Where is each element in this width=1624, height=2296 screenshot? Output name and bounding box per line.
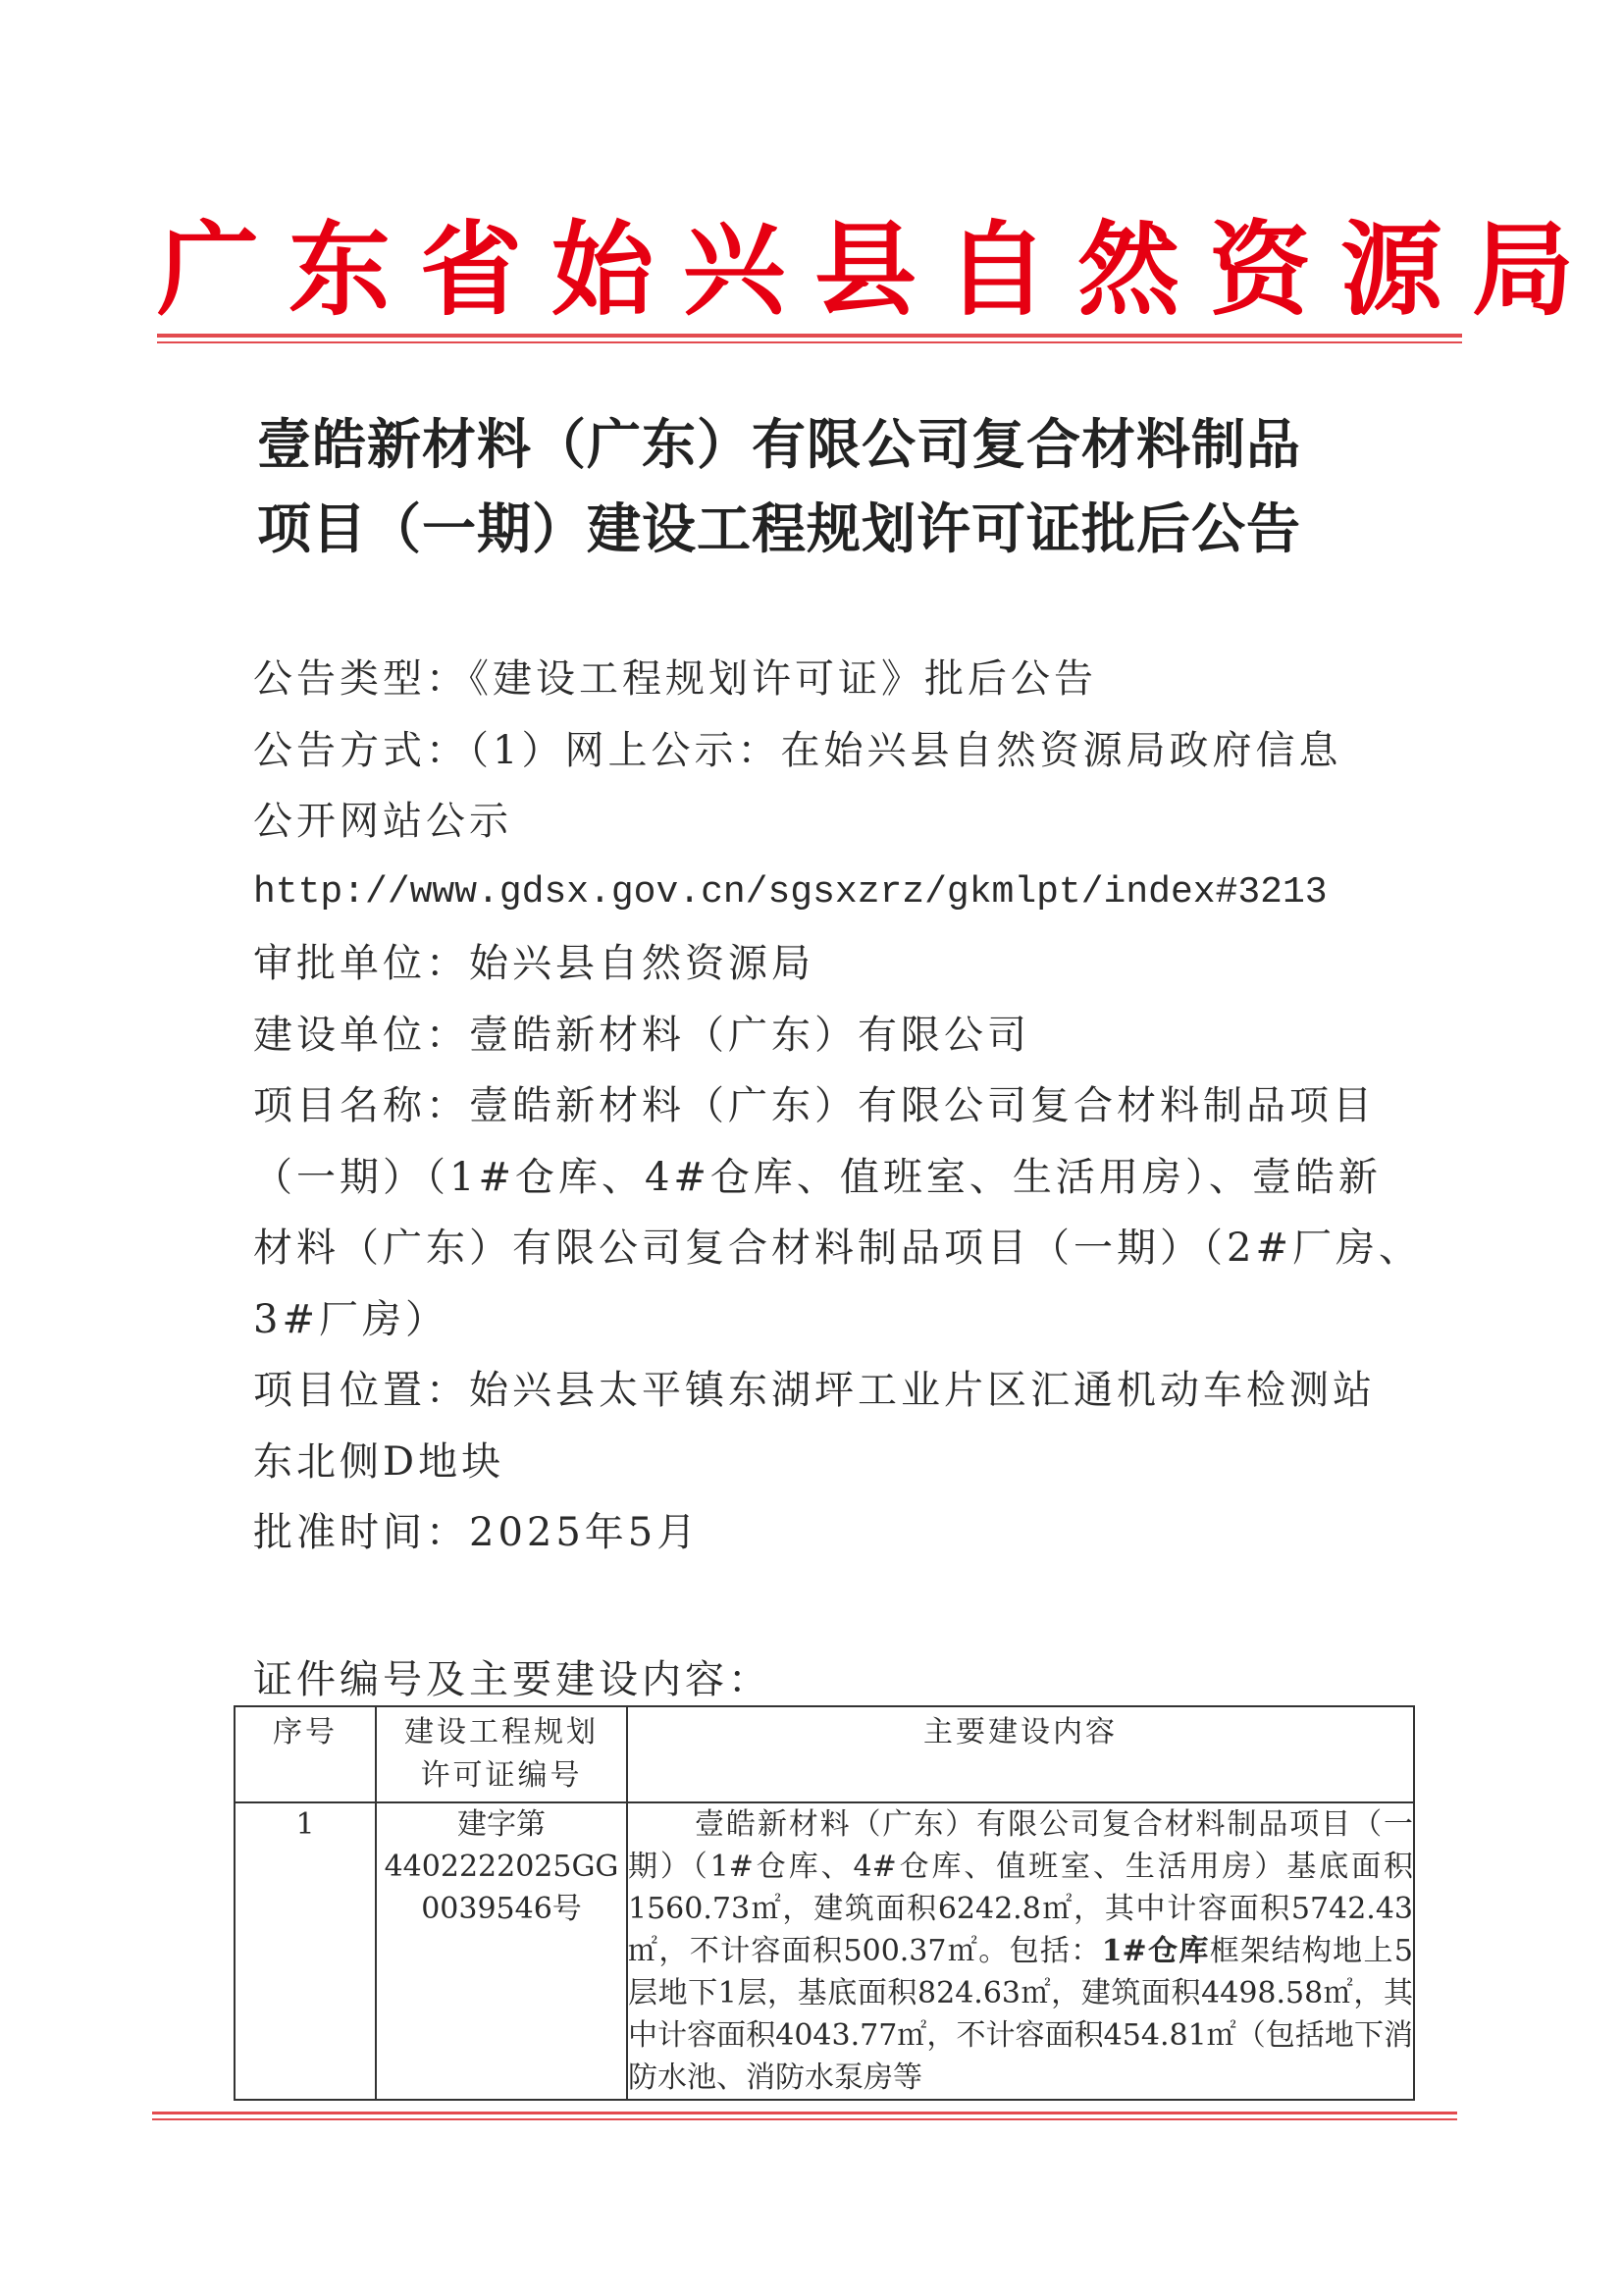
header-permit-no [376, 1706, 627, 1802]
content-part-1: 壹皓新材料（广东）有限公司复合材料制品项目（一期）（1#仓库、4#仓库、值班室、生活用房）基底面积1560.73㎡，建筑面积6242.8㎡，其中计容面积5742.43㎡，不计容面积500.37㎡。包括： [628, 1807, 1413, 1968]
masthead-rule-thick [157, 334, 1462, 338]
header-no: 序号 [235, 1706, 376, 1802]
header-permit-line-2: 许可证编号 [420, 1758, 583, 1793]
row-no: 1 [235, 1802, 376, 2100]
title-line-2: 项目（一期）建设工程规划许可证批后公告 [257, 497, 1302, 560]
row-content [627, 1802, 1414, 2100]
approval-unit: 审批单位：始兴县自然资源局 [253, 941, 814, 986]
footer-rule-thin [152, 2118, 1457, 2120]
permit-line-2: 4402222025GG [384, 1850, 619, 1884]
title-line-1: 壹皓新材料（广东）有限公司复合材料制品 [257, 413, 1302, 476]
project-name-cont-2: 材料（广东）有限公司复合材料制品项目（一期）（2#厂房、 [253, 1226, 1422, 1271]
header-content: 主要建设内容 [627, 1706, 1414, 1802]
masthead-rule-thin [157, 341, 1462, 343]
document-title [257, 402, 1415, 571]
project-location: 项目位置：始兴县太平镇东湖坪工业片区汇通机动车检测站 [253, 1368, 1376, 1413]
masthead-title: 广东省始兴县自然资源局 [157, 209, 1604, 330]
row-permit-no [376, 1802, 627, 2100]
footer-rule-thick [152, 2112, 1457, 2114]
notice-method: 公告方式：（1）网上公示：在始兴县自然资源局政府信息 [253, 727, 1342, 773]
project-location-cont: 东北侧D地块 [253, 1438, 505, 1485]
permit-table [234, 1705, 1415, 2101]
notice-method-cont: 公开网站公示 [253, 799, 512, 844]
header-permit-line-1: 建设工程规划 [404, 1715, 599, 1749]
row-content-text [628, 1803, 1413, 2099]
cert-section-heading: 证件编号及主要建设内容： [253, 1657, 771, 1702]
project-name: 项目名称：壹皓新材料（广东）有限公司复合材料制品项目 [253, 1083, 1376, 1128]
project-name-cont-3: 3#厂房） [253, 1296, 448, 1342]
project-name-cont-1: （一期）（1#仓库、4#仓库、值班室、生活用房）、壹皓新 [253, 1154, 1382, 1200]
content-bold: 1#仓库 [1101, 1934, 1210, 1968]
notice-type: 公告类型：《建设工程规划许可证》批后公告 [253, 656, 1097, 702]
approval-date: 批准时间：2025年5月 [253, 1510, 701, 1555]
permit-line-1: 建字第 [457, 1807, 546, 1842]
permit-line-3: 0039546号 [421, 1892, 582, 1926]
content-part-2: 框架结构地上5层地下1层，基底面积824.63㎡，建筑面积4498.58㎡，其中计容面积4043.77㎡，不计容面积454.81㎡（包括地下消防水池、消防水泵房等 [628, 1934, 1413, 2095]
table-row [235, 1802, 1414, 2100]
notice-url: http://www.gdsx.gov.cn/sgsxzrz/gkmlpt/index#3213 [253, 870, 1328, 913]
construction-unit: 建设单位：壹皓新材料（广东）有限公司 [253, 1012, 1030, 1058]
table-header-row [235, 1706, 1414, 1802]
notice-body [253, 644, 1422, 1569]
